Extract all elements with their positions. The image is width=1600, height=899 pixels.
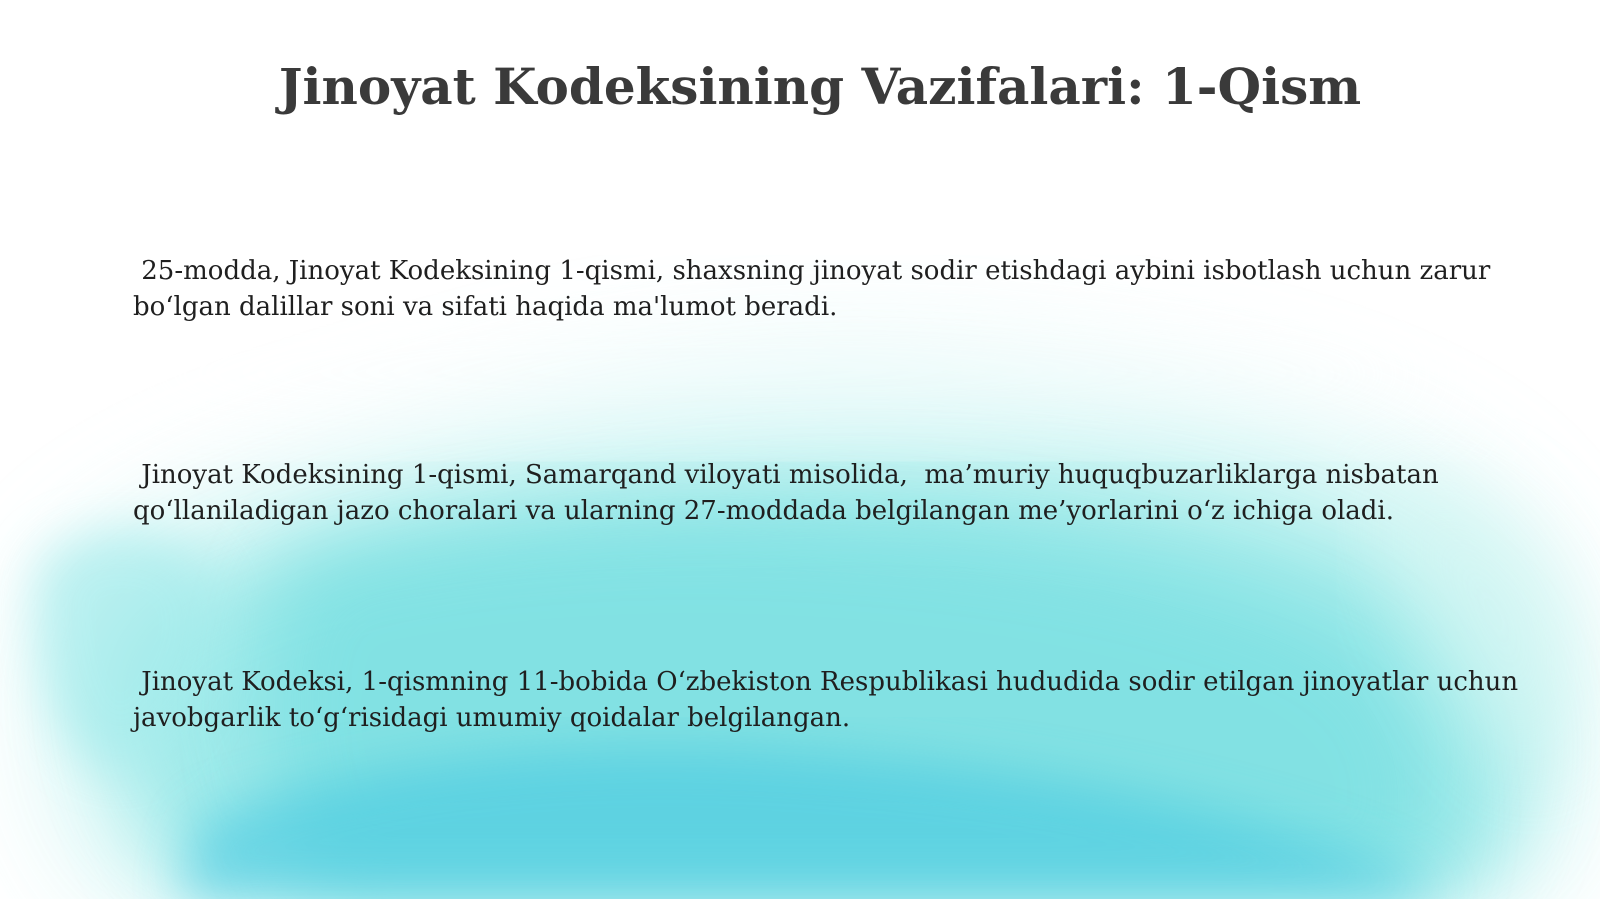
paragraph-2: Jinoyat Kodeksining 1-qismi, Samarqand viloyati misolida, ma’muriy huquqbuzarliklarga nisbatan qo‘llaniladigan jazo choralari va ularning 27-moddada belgilangan me’yorlarini o‘z ichiga oladi. xyxy=(133,460,1447,526)
paragraph-3: Jinoyat Kodeksi, 1-qismning 11-bobida O‘zbekiston Respublikasi hududida sodir etilgan jinoyatlar uchun javobgarlik to‘g‘risidagi umumiy qoidalar belgilangan. xyxy=(133,667,1527,733)
paragraph-1: 25-modda, Jinoyat Kodeksining 1-qismi, shaxsning jinoyat sodir etishdagi aybini isbotlash uchun zarur bo‘lgan dalillar soni va sifati haqida ma'lumot beradi. xyxy=(133,256,1499,322)
slide-title: Jinoyat Kodeksining Vazifalari: 1-Qism xyxy=(278,57,1362,116)
